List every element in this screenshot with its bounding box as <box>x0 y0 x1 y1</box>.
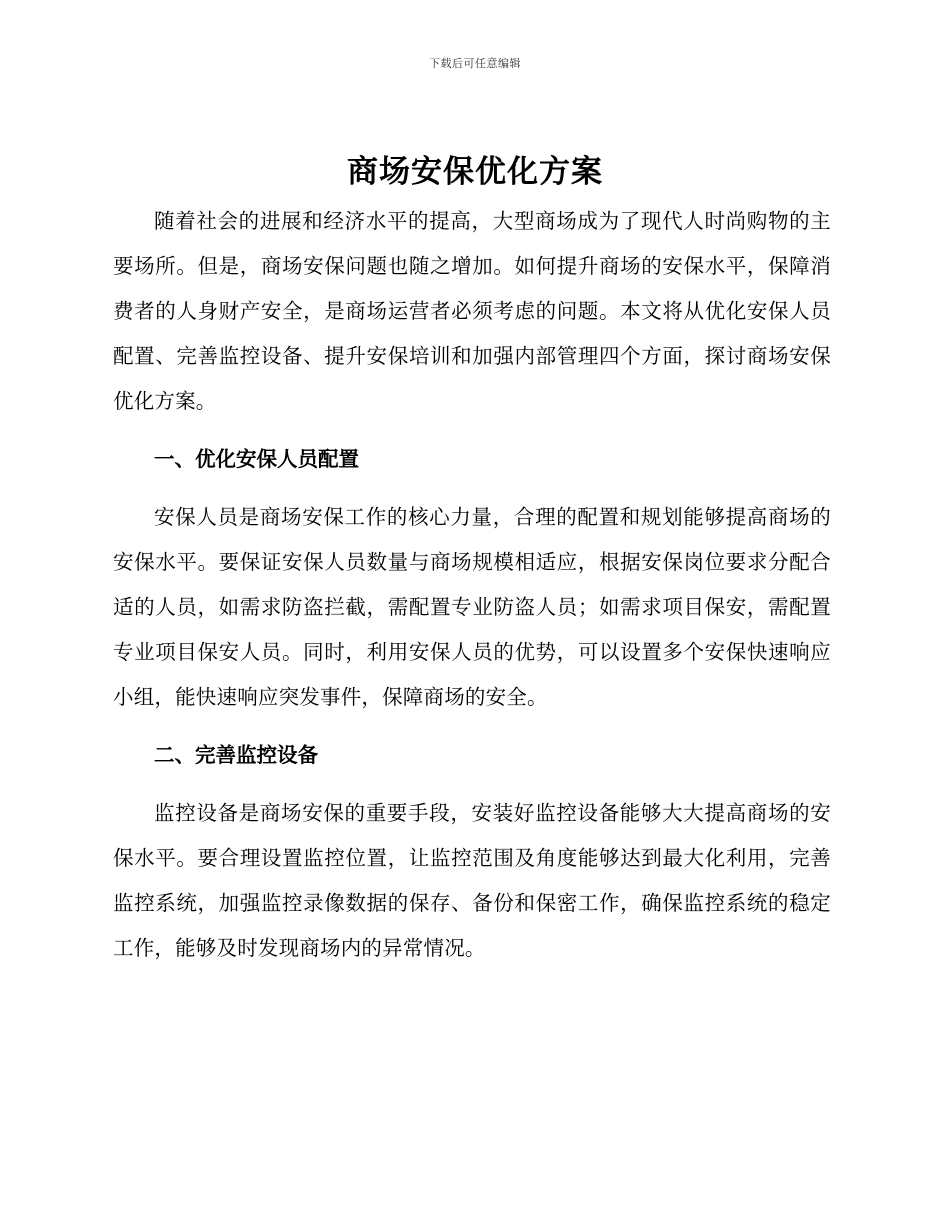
spacer <box>113 778 831 791</box>
spacer <box>113 424 831 437</box>
section-body-1: 安保人员是商场安保工作的核心力量，合理的配置和规划能够提高商场的安保水平。要保证安保人员数量与商场规模相适应，根据安保岗位要求分配合适的人员，如需求防盗拦截，需配置专业防盗人员；如需求项目保安，需配置专业项目保安人员。同时，利用安保人员的优势，可以设置多个安保快速响应小组，能快速响应突发事件，保障商场的安全。 <box>113 505 831 709</box>
page-header-note: 下载后可任意编辑 <box>429 57 521 70</box>
section-body-2: 监控设备是商场安保的重要手段，安装好监控设备能够大大提高商场的安保水平。要合理设置监控位置，让监控范围及角度能够达到最大化利用，完善监控系统，加强监控录像数据的保存、备份和保密工作，确保监控系统的稳定工作，能够及时发现商场内的异常情况。 <box>113 801 831 960</box>
document-body <box>113 199 831 971</box>
document-title: 商场安保优化方案 <box>347 154 603 190</box>
spacer <box>113 482 831 495</box>
section-heading-2: 二、完善监控设备 <box>154 743 318 767</box>
section-heading-1: 一、优化安保人员配置 <box>154 447 359 471</box>
intro-paragraph: 随着社会的进展和经济水平的提高，大型商场成为了现代人时尚购物的主要场所。但是，商场安保问题也随之增加。如何提升商场的安保水平，保障消费者的人身财产安全，是商场运营者必须考虑的问题。本文将从优化安保人员配置、完善监控设备、提升安保培训和加强内部管理四个方面，探讨商场安保优化方案。 <box>113 209 831 413</box>
spacer <box>113 720 831 733</box>
